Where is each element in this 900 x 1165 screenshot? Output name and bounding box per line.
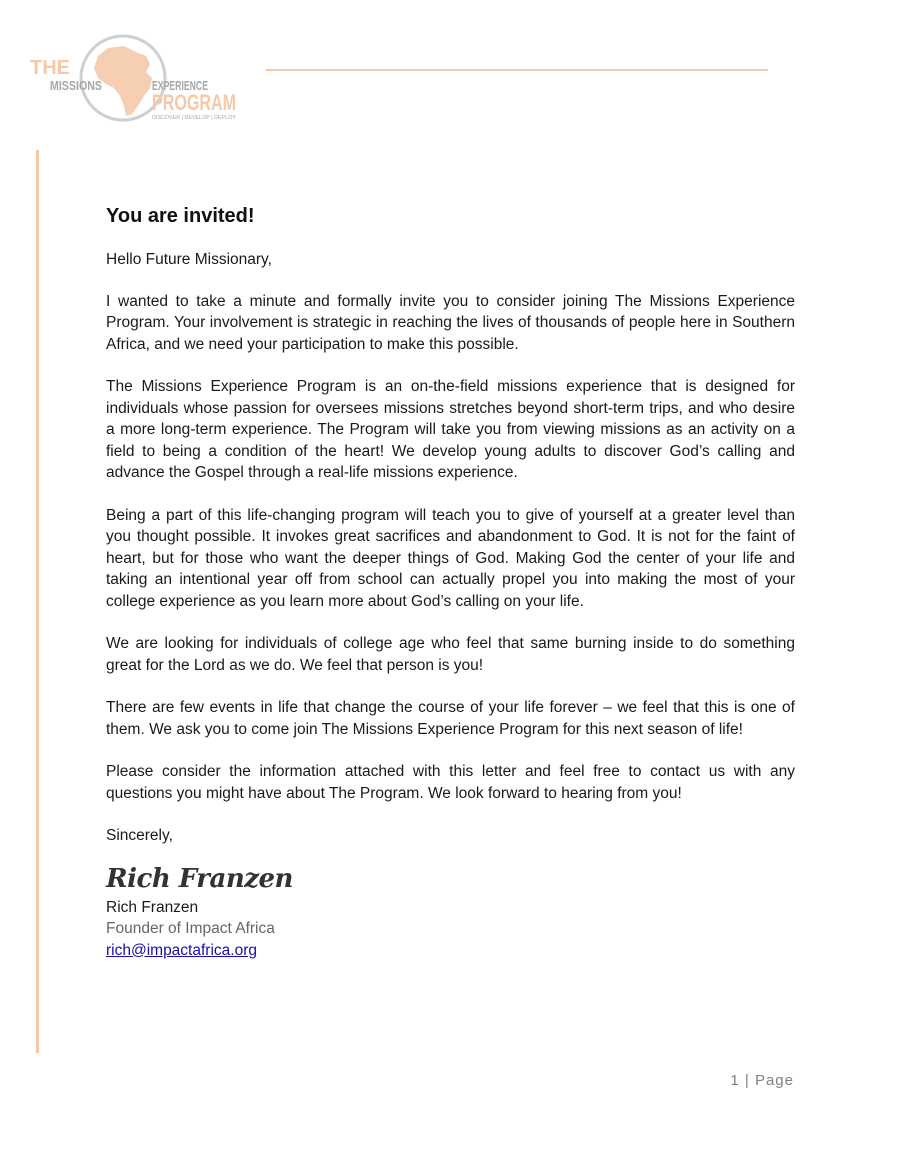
letter-paragraph-6: Please consider the information attached with this letter and feel free to contact us with any questions you might have about The Program. We look forward to hearing from you! <box>106 763 795 802</box>
logo-program: PROGRAM <box>152 90 236 115</box>
letter-paragraph-1: I wanted to take a minute and formally invite you to consider joining The Missions Experience Program. Your involvement is strategic in reaching the lives of thousands of people here in Southern Africa, and we need your participation to make this possible. <box>106 292 795 353</box>
side-accent-bar <box>36 150 39 1053</box>
signer-email-link[interactable]: rich@impactafrica.org <box>106 941 257 959</box>
page-number: 1 | Page <box>730 1072 794 1089</box>
signer-title: Founder of Impact Africa <box>106 920 275 937</box>
program-logo <box>28 34 243 126</box>
letter-greeting: Hello Future Missionary, <box>106 251 272 268</box>
africa-map-icon <box>94 46 152 116</box>
logo-experience: EXPERIENCE <box>152 78 209 93</box>
header-divider <box>266 69 768 71</box>
logo-tagline: DISCOVER | DEVELOP | DEPLOY <box>152 115 237 121</box>
letter-paragraph-4: We are looking for individuals of college age who feel that same burning inside to do something great for the Lord as we do. We feel that person is you! <box>106 635 795 674</box>
letter-heading: You are invited! <box>106 205 255 227</box>
handwritten-signature: Rich Franzen <box>106 863 293 894</box>
letter-closing: Sincerely, <box>106 827 173 844</box>
logo-the: THE <box>30 57 70 79</box>
letter-paragraph-2: The Missions Experience Program is an on-the-field missions experience that is designed for individuals whose passion for oversees missions stretches beyond short-term trips, and who desire a more long-term experience. The Program will take you from viewing missions as an activity on a field to being a condition of the heart! We develop young adults to discover God’s calling and advance the Gospel through a real-life missions experience. <box>106 378 795 481</box>
letter-body <box>106 202 795 961</box>
letter-paragraph-5: There are few events in life that change the course of your life forever – we feel that this is one of them. We ask you to come join The Missions Experience Program for this next season of life! <box>106 699 795 738</box>
logo-missions: MISSIONS <box>50 78 103 93</box>
signer-name: Rich Franzen <box>106 898 199 916</box>
letter-paragraph-3: Being a part of this life-changing program will teach you to give of yourself at a greater level than you thought possible. It invokes great sacrifices and abandonment to God. It is not for the faint of heart, but for those who want the deeper things of God. Making God the center of your life and taking an intentional year off from school can actually propel you into making the most of your college experience as you learn more about God’s calling on your life. <box>106 506 795 610</box>
